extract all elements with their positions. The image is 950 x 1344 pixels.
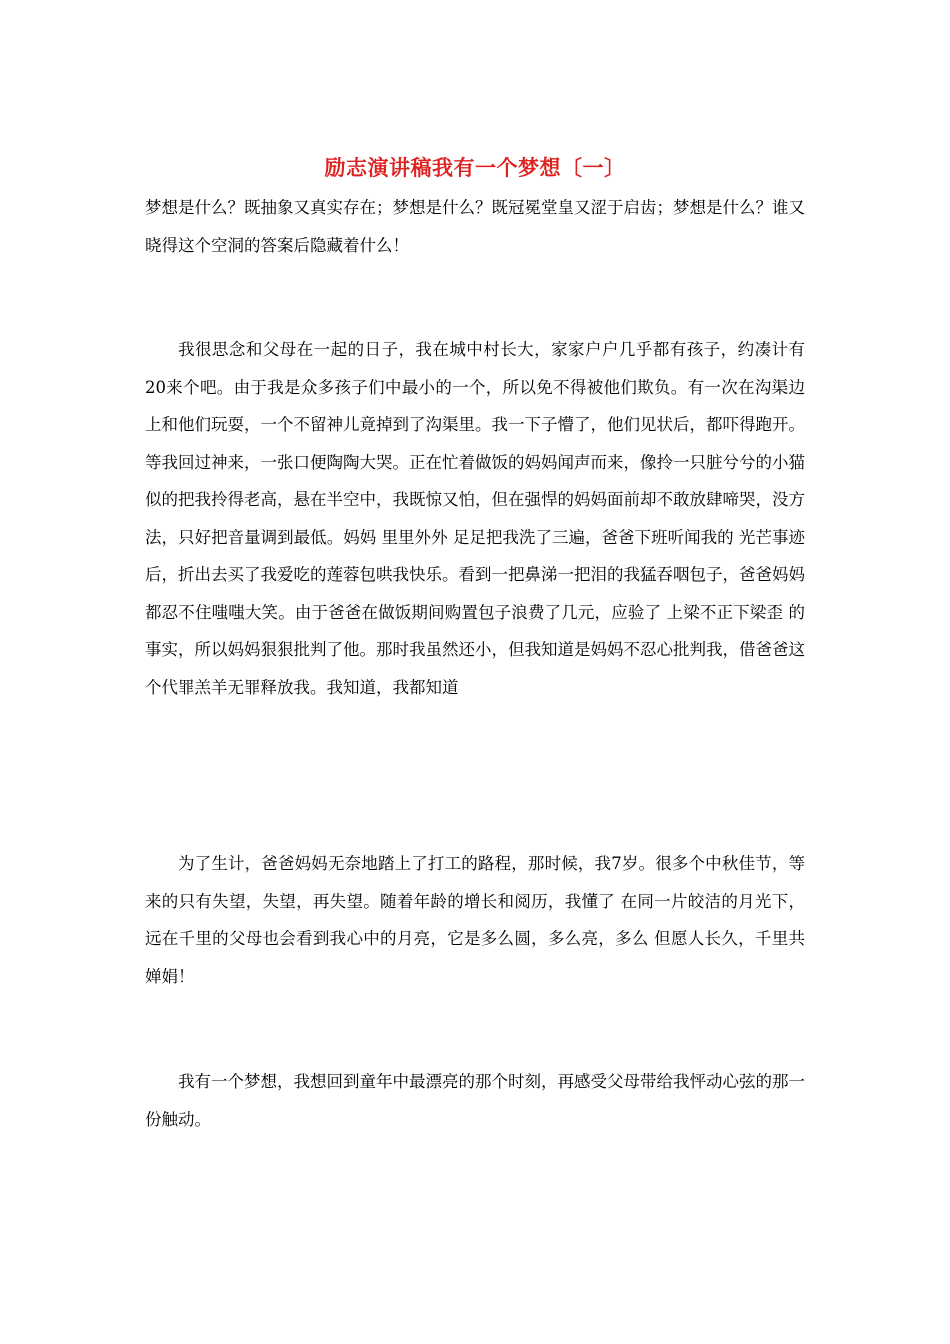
- parents-work-paragraph: 为了生计，爸爸妈妈无奈地踏上了打工的路程，那时候，我7岁。很多个中秋佳节，等来的只有失望，失望，再失望。随着年龄的增长和阅历，我懂了 在同一片皎洁的月光下，远在千里的父母也会看到我心中的月亮，它是多么圆，多么亮，多么 但愿人长久，千里共婵娟！: [145, 854, 805, 986]
- document-title: 励志演讲稿我有一个梦想〔一〕: [324, 155, 626, 180]
- childhood-paragraph: 我很思念和父母在一起的日子，我在城中村长大，家家户户几乎都有孩子，约凑计有20来个吧。由于我是众多孩子们中最小的一个，所以免不得被他们欺负。有一次在沟渠边上和他们玩耍，一个不留神儿竟掉到了沟渠里。我一下子懵了，他们见状后，都吓得跑开。等我回过神来，一张口便陶陶大哭。正在忙着做饭的妈妈闻声而来，像拎一只脏兮兮的小猫似的把我拎得老高，悬在半空中，我既惊又怕，但在强悍的妈妈面前却不敢放肆啼哭，没方法，只好把音量调到最低。妈妈 里里外外 足足把我洗了三遍，爸爸下班听闻我的 光芒事迹 后，折出去买了我爱吃的莲蓉包哄我快乐。看到一把鼻涕一把泪的我猛吞咽包子，爸爸妈妈都忍不住嗤嗤大笑。由于爸爸在做饭期间购置包子浪费了几元，应验了 上梁不正下梁歪 的事实，所以妈妈狠狠批判了他。那时我虽然还小，但我知道是妈妈不忍心批判我，借爸爸这个代罪羔羊无罪释放我。我知道，我都知道: [145, 340, 805, 697]
- dream-paragraph: 我有一个梦想，我想回到童年中最漂亮的那个时刻，再感受父母带给我怦动心弦的那一份触动。: [145, 1072, 805, 1129]
- intro-paragraph: 梦想是什么？既抽象又真实存在；梦想是什么？既冠冕堂皇又涩于启齿；梦想是什么？谁又晓得这个空洞的答案后隐藏着什么！: [145, 198, 805, 255]
